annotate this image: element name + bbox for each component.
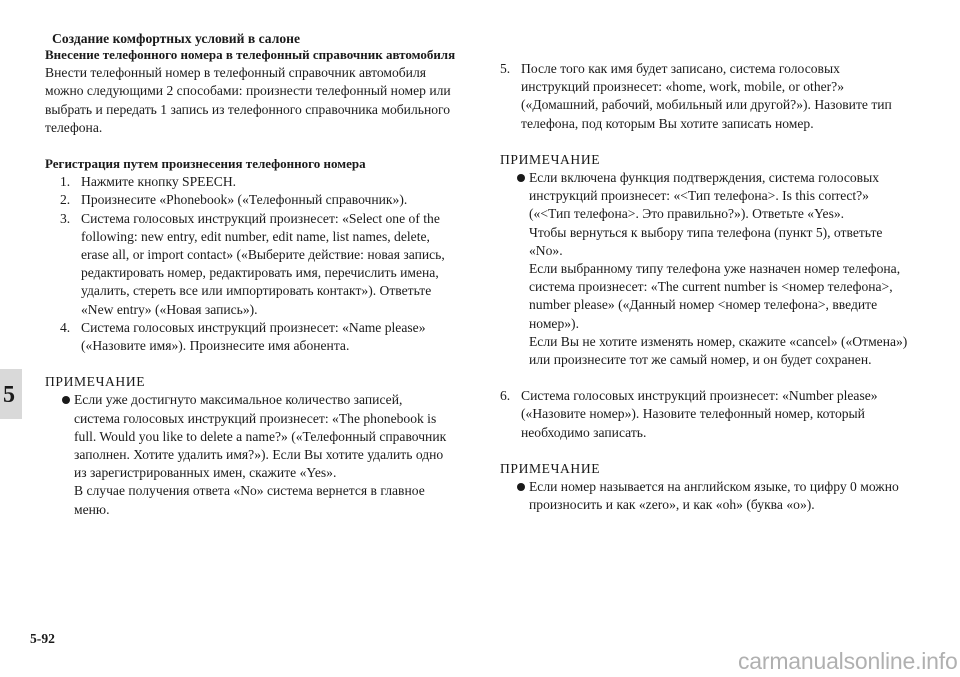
page-number: 5-92 <box>30 631 55 646</box>
bullet-dot-icon <box>517 483 525 491</box>
text-line: из зарегистрированных имен, скажите «Yes». <box>74 465 337 481</box>
text-line: Если включена функция подтверждения, система голосовых <box>529 170 880 186</box>
text-line: Нажмите кнопку SPEECH. <box>81 174 237 190</box>
list-item <box>500 387 910 442</box>
text-line: система произнесет: «The current number is <номер телефона>, <box>529 279 893 295</box>
chapter-number: 5 <box>3 382 15 408</box>
text-line: Произнесите «Phonebook» («Телефонный справочник»). <box>81 192 408 208</box>
list-item <box>60 210 465 319</box>
text-line: «New entry» («Новая запись»). <box>81 301 258 317</box>
list-item <box>60 173 465 191</box>
note-bullet <box>500 478 910 514</box>
note-bullet <box>500 169 910 369</box>
note-title: ПРИМЕЧАНИЕ <box>500 460 601 476</box>
note-title: ПРИМЕЧАНИЕ <box>45 374 146 390</box>
note-title: ПРИМЕЧАНИЕ <box>500 151 601 167</box>
text-line: Система голосовых инструкций произнесет: «Select one of the <box>81 210 440 226</box>
list-item <box>60 319 465 355</box>
list-item <box>500 60 910 133</box>
left-column <box>45 46 465 519</box>
text-line: («Назовите имя»). Произнесите имя абонента. <box>81 338 350 354</box>
text-line: редактировать номер, редактировать имя, перечислить имена, <box>81 265 439 281</box>
text-line: Если уже достигнуто максимальное количество записей, <box>74 392 403 408</box>
bullet-dot-icon <box>62 396 70 404</box>
text-line: Если номер называется на английском языке, то цифру 0 можно <box>529 479 899 495</box>
step-number: 5. <box>500 61 511 76</box>
text-line: («<Тип телефона>. Это правильно?»). Ответьте «Yes». <box>529 206 845 222</box>
text-line: система голосовых инструкций произнесет: «The phonebook is <box>74 410 437 426</box>
step-number: 2. <box>60 192 71 208</box>
text-line: following: new entry, edit number, edit name, list names, delete, <box>81 228 430 244</box>
text-line: number please» («Данный номер <номер телефона>, введите <box>529 297 878 313</box>
text-line: erase all, or import contact» («Выберите действие: новая запись, <box>81 247 445 263</box>
text-line: необходимо записать. <box>521 424 647 440</box>
text-line: меню. <box>74 501 110 517</box>
note-block <box>500 151 910 369</box>
text-line: заполнен. Хотите удалить имя?»). Если Вы хотите удалить одно <box>74 447 444 463</box>
text-line: После того как имя будет записано, система голосовых <box>521 61 840 76</box>
bullet-dot-icon <box>517 174 525 182</box>
text-line: Если Вы не хотите изменять номер, скажите «cancel» («Отмена») <box>529 333 908 349</box>
list-item <box>60 191 465 209</box>
section-intro <box>45 46 465 137</box>
text-line: full. Would you like to delete a name?» («Телефонный справочник <box>74 428 447 444</box>
text-line: («Назовите номер»). Назовите телефонный номер, который <box>521 406 865 422</box>
text-line: номер»). <box>529 315 579 331</box>
text-line: инструкций произнесет: «home, work, mobile, or other?» <box>521 79 845 95</box>
text-line: Система голосовых инструкций произнесет: «Number please» <box>521 388 878 404</box>
step-number: 4. <box>60 319 71 335</box>
text-line: В случае получения ответа «No» система вернется в главное <box>74 483 425 499</box>
page-header-title: Создание комфортных условий в салоне <box>52 31 300 46</box>
section-heading: Регистрация путем произнесения телефонного номера <box>45 156 366 172</box>
text-line: можно следующими 2 способами: произнести телефонный номер или <box>45 83 451 99</box>
text-line: «No». <box>529 242 563 258</box>
text-line: или произнесите тот же самый номер, и он будет сохранен. <box>529 352 872 368</box>
text-line: Если выбранному типу телефона уже назначен номер телефона, <box>529 261 901 277</box>
note-block <box>500 460 910 515</box>
text-line: произносить и как «zero», и как «oh» (буква «o»). <box>529 497 815 513</box>
text-line: телефона. <box>45 119 103 135</box>
section-heading: Внесение телефонного номера в телефонный справочник автомобиля <box>45 47 456 62</box>
text-line: Система голосовых инструкций произнесет: «Name please» <box>81 319 426 335</box>
text-line: инструкций произнесет: «<Тип телефона>. Is this correct?» <box>529 188 869 204</box>
right-column <box>500 60 910 514</box>
note-block <box>45 373 465 519</box>
watermark: carmanualsonline.info <box>738 648 958 674</box>
text-line: Внести телефонный номер в телефонный справочник автомобиля <box>45 65 426 81</box>
text-line: выбрать и передать 1 запись из телефонного справочника мобильного <box>45 101 451 117</box>
text-line: («Домашний, рабочий, мобильный или другой?»). Назовите тип <box>521 97 892 113</box>
step-number: 6. <box>500 388 511 404</box>
text-line: телефона, под которым Вы хотите записать номер. <box>521 115 814 131</box>
text-line: Чтобы вернуться к выбору типа телефона (пункт 5), ответьте <box>529 224 883 240</box>
text-line: удалить, стереть все или импортировать контакт»). Ответьте <box>81 283 432 299</box>
section-registration <box>45 155 465 355</box>
note-bullet <box>45 391 465 518</box>
step-number: 1. <box>60 174 71 190</box>
step-number: 3. <box>60 210 71 226</box>
